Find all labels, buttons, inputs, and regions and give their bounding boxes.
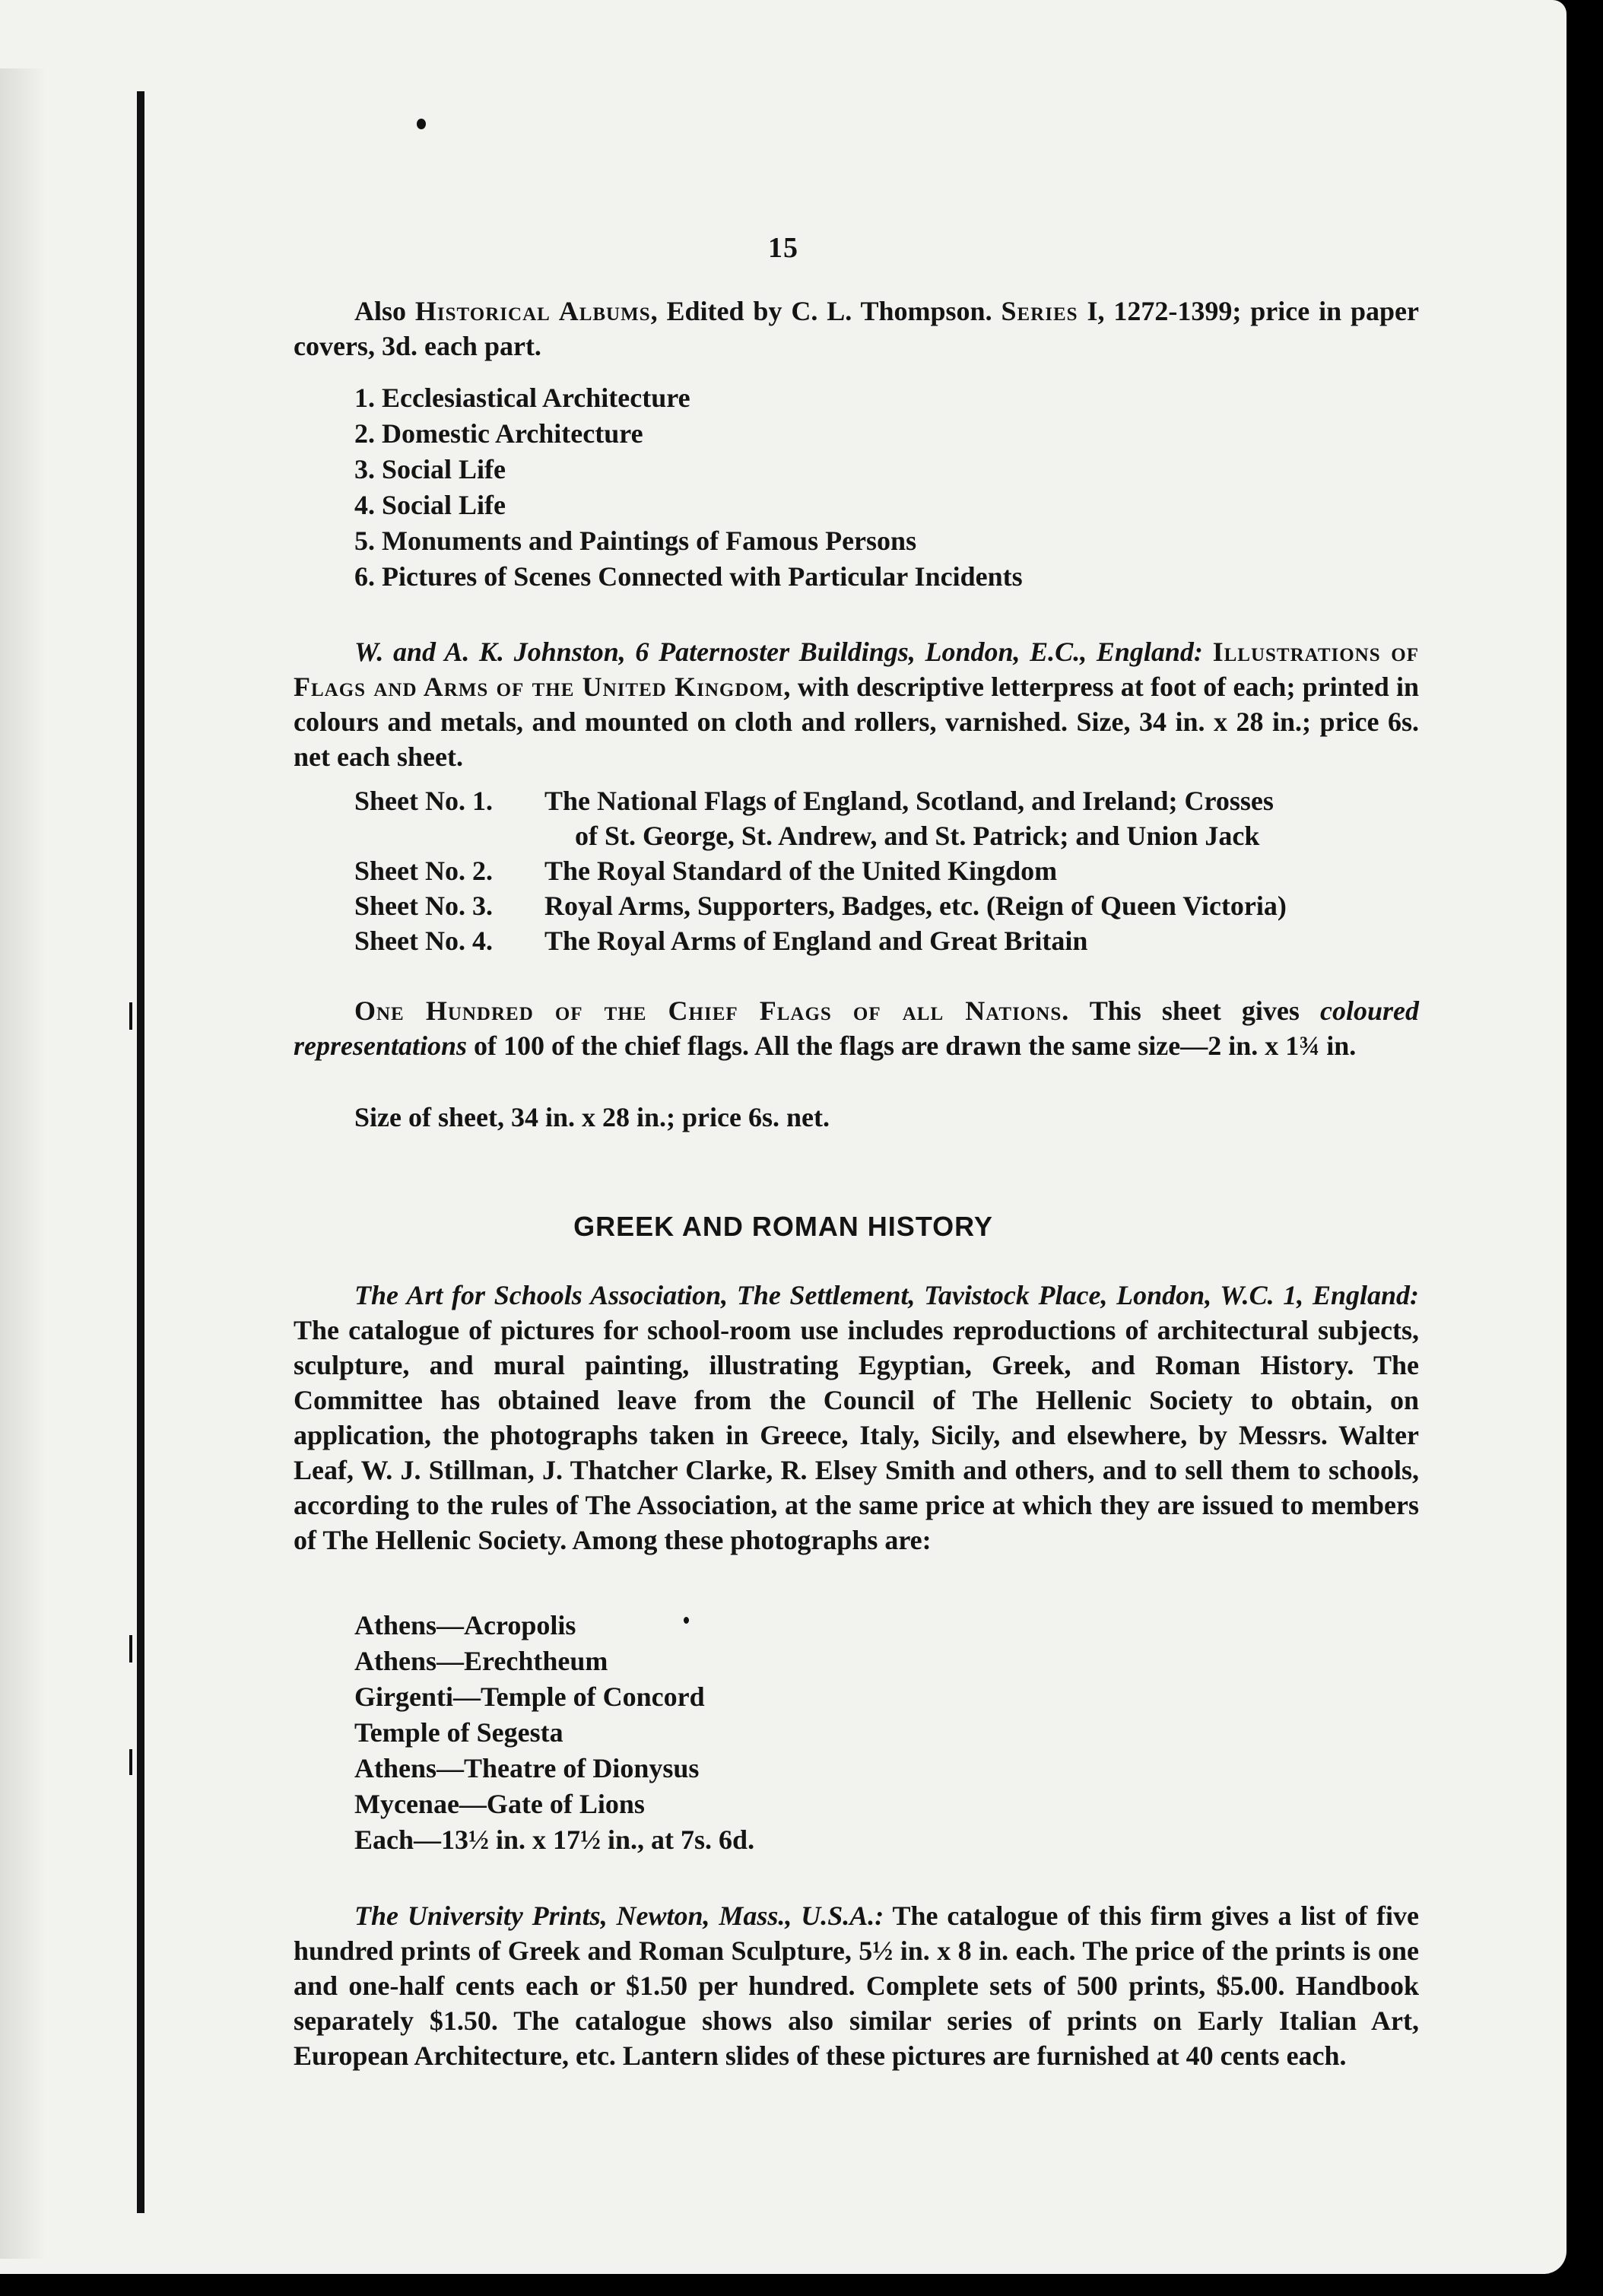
publisher-name: The University Prints, Newton, Mass., U.S.A.: <box>354 1901 884 1931</box>
list-item: Athens—Acropolis <box>354 1610 576 1640</box>
list-item: 4. Social Life <box>354 490 506 520</box>
flags-title: Illustrations of Flags and Arms of the United Kingdom <box>294 637 1420 702</box>
list-item: 1. Ecclesiastical Architecture <box>354 383 690 413</box>
list-item: Athens—Erechtheum <box>354 1646 608 1676</box>
university-prints-paragraph: The University Prints, Newton, Mass., U.S.A.: The catalogue of this firm gives a list of five hundred prints of Greek and Roman Sculpture, 5½ in. x 8 in. each. The price of the prints is one and one-half cents each or $1.50 per hundred. Complete sets of 500 prints, $5.00. Handbook separately $1.50. The catalogue shows also similar series of prints on Early Italian Art, European Architecture, etc. Lantern slides of these pictures are furnished at 40 cents each. <box>294 1901 1419 2071</box>
publisher-name: W. and A. K. Johnston, 6 Paternoster Buildings, London, E.C., England: <box>354 637 1203 667</box>
photographs-list <box>354 1608 754 1858</box>
list-item-continuation: of St. George, St. Andrew, and St. Patrick; and Union Jack <box>575 821 1260 851</box>
list-item: Sheet No. 4. The Royal Arms of England and Great Britain <box>354 926 1088 956</box>
art-schools-paragraph: The Art for Schools Association, The Settlement, Tavistock Place, London, W.C. 1, England: The catalogue of pictures for school-room use includes reproductions of architectural subjects, sculpture, and mural painting, illustrating Egyptian, Greek, and Roman History. The Committee has obtained leave from the Council of The Hellenic Society to obtain, on application, the photographs taken in Greece, Italy, Sicily, and elsewhere, by Messrs. Walter Leaf, W. J. Stillman, J. Thatcher Clarke, R. Elsey Smith and others, and to sell them to schools, according to the rules of The Association, at the same price at which they are issued to members of The Hellenic Society. Among these photographs are: <box>294 1280 1419 1555</box>
albums-paragraph: Also Historical Albums, Edited by C. L. Thompson. Series I, 1272-1399; price in paper covers, 3d. each part. <box>294 296 1420 361</box>
list-item: Athens—Theatre of Dionysus <box>354 1753 700 1783</box>
list-item: Sheet No. 1. The National Flags of England, Scotland, and Ireland; Crosses <box>354 786 1274 816</box>
section-heading: GREEK AND ROMAN HISTORY <box>573 1211 993 1242</box>
list-item: Each—13½ in. x 17½ in., at 7s. 6d. <box>354 1824 755 1855</box>
list-item: 2. Domestic Architecture <box>354 418 643 449</box>
list-item: Temple of Segesta <box>354 1717 563 1748</box>
johnston-paragraph: W. and A. K. Johnston, 6 Paternoster Buildings, London, E.C., England: Illustrations of Flags and Arms of the United Kingdom, with descriptive letterpress at foot of each; printed in colours and metals, and mounted on cloth and rollers, varnished. Size, 34 in. x 28 in.; price 6s. net each sheet. <box>294 637 1420 772</box>
list-item: 3. Social Life <box>354 454 506 484</box>
page-number: 15 <box>768 232 798 264</box>
list-item: Mycenae—Gate of Lions <box>354 1789 645 1819</box>
publisher-name: The Art for Schools Association, The Settlement, Tavistock Place, London, W.C. 1, England: <box>354 1280 1419 1310</box>
list-item: Girgenti—Temple of Concord <box>354 1682 705 1712</box>
series-label: Series <box>1001 296 1078 326</box>
flags-size-line: Size of sheet, 34 in. x 28 in.; price 6s. net. <box>354 1102 830 1132</box>
list-item: 6. Pictures of Scenes Connected with Particular Incidents <box>354 561 1023 592</box>
list-item: Sheet No. 2. The Royal Standard of the United Kingdom <box>354 856 1058 886</box>
albums-list <box>354 380 1023 595</box>
flags-heading: One Hundred of the Chief Flags of all Nations. <box>354 996 1070 1026</box>
albums-title: Historical Albums <box>414 296 651 326</box>
list-item: 5. Monuments and Paintings of Famous Persons <box>354 526 917 556</box>
flags-paragraph: One Hundred of the Chief Flags of all Nations. This sheet gives coloured representations of 100 of the chief flags. All the flags are drawn the same size—2 in. x 1¾ in. <box>294 996 1419 1061</box>
sheet-list <box>354 783 1419 958</box>
list-item: Sheet No. 3. Royal Arms, Supporters, Badges, etc. (Reign of Queen Victoria) <box>354 891 1287 921</box>
